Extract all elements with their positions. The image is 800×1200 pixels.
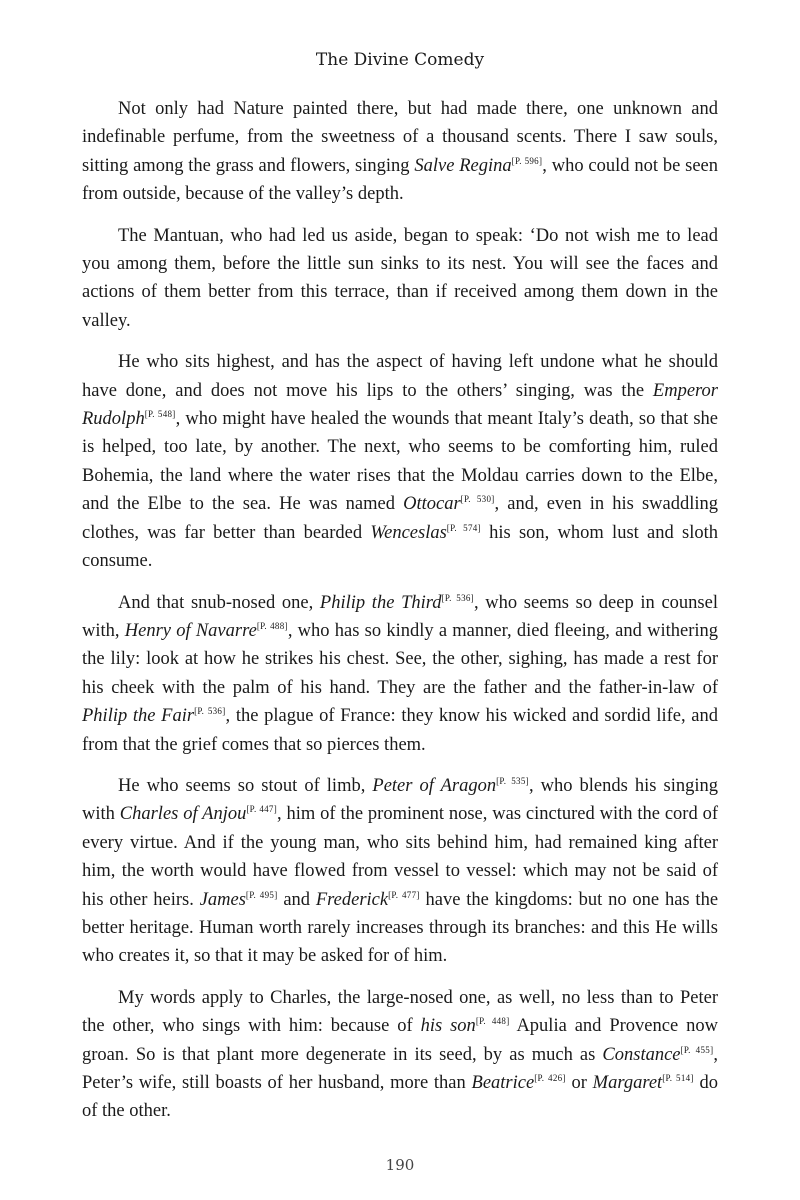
running-header: The Divine Comedy <box>315 50 485 70</box>
text-run: He who seems so stout of limb, <box>118 775 373 796</box>
body-text <box>82 95 718 1139</box>
italic-name: Henry of Navarre <box>124 620 257 641</box>
text-run: Not only had Nature painted there, but had made there, one unknown and indefinable perfume, from the sweetness of a thousand scents. There I saw souls, sitting among the grass and flowers, singing <box>82 99 718 176</box>
page-reference-link[interactable]: [P. 455] <box>680 1044 714 1055</box>
text-run: My words apply to Charles, the large-nosed one, as well, no less than to Peter the other, who sings with him: because of <box>82 987 718 1037</box>
page-reference-link[interactable]: [P. 548] <box>144 408 176 419</box>
italic-name: Wenceslas <box>370 522 447 543</box>
paragraph <box>82 984 718 1126</box>
page-reference-link[interactable]: [P. 536] <box>194 705 226 716</box>
italic-name: his son <box>420 1016 476 1037</box>
italic-name: Charles of Anjou <box>119 804 247 825</box>
page-reference-link[interactable]: [P. 596] <box>511 155 543 166</box>
text-run: have the kingdoms: but no one has the better heritage. Human worth rarely increases through its branches: and this He wills who creates it, so that it may be asked for of him. <box>82 889 719 967</box>
italic-name: Philip the Third <box>319 592 442 613</box>
italic-name: Frederick <box>315 889 389 910</box>
text-run: , him of the prominent nose, was cinctured with the cord of every virtue. And if the young man, who sits behind him, had remained king after him, the worth would have flowed from vessel to vessel: which may not be said of his other heirs. <box>82 804 718 910</box>
italic-name: James <box>199 889 246 910</box>
paragraph <box>82 772 718 971</box>
page-reference-link[interactable]: [P. 514] <box>662 1072 694 1083</box>
page-reference-link[interactable]: [P. 448] <box>475 1016 510 1027</box>
page-reference-link[interactable]: [P. 574] <box>446 522 481 533</box>
page-number: 190 <box>385 1156 415 1174</box>
page-reference-link[interactable]: [P. 426] <box>534 1072 566 1083</box>
page-reference-link[interactable]: [P. 535] <box>496 775 529 786</box>
text-run: , the plague of France: they know his wicked and sordid life, and from that the grief comes that so pierces them. <box>82 706 719 755</box>
text-run: and <box>277 889 316 910</box>
page-reference-link[interactable]: [P. 477] <box>388 889 420 900</box>
text-run: And that snub-nosed one, <box>118 592 320 613</box>
page-reference-link[interactable]: [P. 488] <box>256 620 288 631</box>
text-run: The Mantuan, who had led us aside, began to speak: ‘Do not wish me to lead you among them, before the little sun sinks to its nest. You will see the faces and actions of them better from this terrace, than if received among them down in the valley. <box>82 225 718 331</box>
paragraph <box>82 348 718 575</box>
paragraph <box>82 95 718 209</box>
text-run: , who might have healed the wounds that meant Italy’s death, so that she is helped, too late, by another. The next, who seems to be comforting him, ruled Bohemia, the land where the water rises that the Moldau carries down to the Elbe, and the Elbe to the sea. He was named <box>82 409 718 515</box>
italic-name: Ottocar <box>403 494 461 515</box>
text-run: , Peter’s wife, still boasts of her husband, more than <box>82 1044 718 1093</box>
page-reference-link[interactable]: [P. 447] <box>246 804 278 815</box>
italic-name: Salve Regina <box>414 155 512 176</box>
page-reference-link[interactable]: [P. 530] <box>460 494 495 505</box>
text-run: , and, even in his swaddling clothes, was far better than bearded <box>82 494 719 543</box>
page-reference-link[interactable]: [P. 536] <box>441 592 474 603</box>
italic-name: Philip the Fair <box>82 706 195 727</box>
text-run: , who has so kindly a manner, died fleeing, and withering the lily: look at how he strikes his chest. See, the other, sighing, has made a rest for his cheek with the palm of his hand. They are the father and the father-in-law of <box>82 620 718 698</box>
italic-name: Constance <box>602 1044 681 1065</box>
italic-name: Beatrice <box>471 1073 535 1093</box>
text-run: , who could not be seen from outside, because of the valley’s depth. <box>82 155 719 205</box>
text-run: Apulia and Provence now groan. So is that plant more degenerate in its seed, by as much as <box>82 1016 718 1065</box>
text-run: He who sits highest, and has the aspect of having left undone what he should have done, and does not move his lips to the others’ singing, was the <box>82 352 718 401</box>
paragraph <box>82 222 718 336</box>
text-run: his son, whom lust and sloth consume. <box>82 522 718 572</box>
page-reference-link[interactable]: [P. 495] <box>245 889 278 900</box>
text-run: , who seems so deep in counsel with, <box>82 592 718 641</box>
text-run: or <box>565 1073 593 1093</box>
paragraph <box>82 589 718 759</box>
italic-name: Margaret <box>592 1073 663 1093</box>
text-run: , who blends his singing with <box>82 775 718 825</box>
italic-name: Peter of Aragon <box>372 775 497 796</box>
text-run: do of the other. <box>82 1073 719 1122</box>
italic-name: Emperor Rudolph <box>82 380 718 430</box>
